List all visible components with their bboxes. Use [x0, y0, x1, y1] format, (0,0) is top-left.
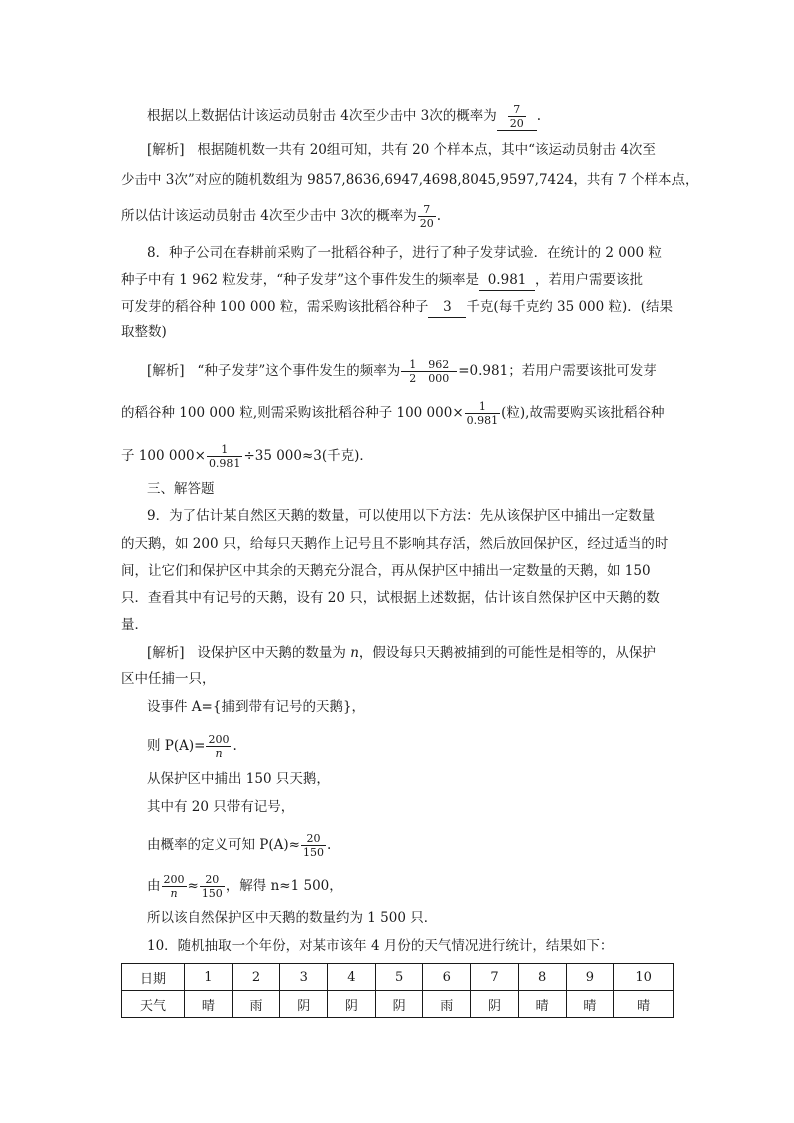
answer-blank-frequency: 0.981: [479, 270, 535, 291]
table-cell: 4: [328, 964, 376, 991]
table-cell: 阴: [328, 991, 376, 1018]
analysis-tag: [解析]: [147, 363, 185, 379]
table-cell: 晴: [185, 991, 233, 1018]
analysis-7-line-2: 少击中 3次”对应的随机数组为 9857,8636,6947,4698,8045,9597,7424，共有 7 个样本点，: [121, 172, 699, 188]
table-cell: 阴: [280, 991, 328, 1018]
analysis-9-line-6: 其中有 20 只带有记号，: [147, 799, 295, 815]
fraction: $\frac{200}{n}$: [163, 873, 185, 900]
table-cell: 6: [423, 964, 471, 991]
fraction: $\frac{7}{20}$: [419, 203, 434, 230]
table-cell: 雨: [423, 991, 471, 1018]
section-heading: 三、解答题: [147, 481, 215, 497]
table-cell: 8: [518, 964, 566, 991]
fraction: $\frac{20}{150}$: [201, 873, 223, 900]
table-cell: 10: [614, 964, 674, 991]
answer-blank-kg: 3: [428, 297, 466, 318]
fraction: $\frac{1}{0.981}$: [466, 400, 499, 427]
table-cell: 雨: [232, 991, 280, 1018]
analysis-7-line-3: 所以估计该运动员射击 4次至少击中 3次的概率为 $\frac{7}{20}$ .: [121, 203, 442, 230]
question-8-line-2: 种子中有 1 962 粒发芽，“种子发芽”这个事件发生的频率是 0.981 ，若用户需要该批: [121, 270, 643, 291]
analysis-9-line-2: 区中任捕一只，: [121, 671, 216, 687]
analysis-9-line-4: 则 P(A)= $\frac{200}{n}$ .: [147, 733, 237, 760]
table-cell: 3: [280, 964, 328, 991]
analysis-9-line-8: 由 $\frac{200}{n}$ ≈ $\frac{20}{150}$ ，解得 n≈1 500，: [147, 873, 343, 900]
question-10-line-1: 10．随机抽取一个年份，对某市该年 4 月份的天气情况进行统计，结果如下：: [147, 938, 614, 954]
table-header-cell: 天气: [122, 991, 185, 1018]
question-9-line-5: 量．: [121, 617, 148, 633]
question-9-line-2: 的天鹅，如 200 只，给每只天鹅作上记号且不影响其存活，然后放回保护区，经过适当的时: [121, 536, 669, 552]
table-cell: 1: [185, 964, 233, 991]
table-cell: 晴: [518, 991, 566, 1018]
q7-text: 根据以上数据估计该运动员射击 4次至少击中 3次的概率为: [147, 108, 497, 124]
analysis-tag: [解析]: [147, 142, 185, 158]
answer-blank: [497, 103, 537, 131]
table-cell: 晴: [614, 991, 674, 1018]
table-cell: 9: [566, 964, 614, 991]
question-9-line-4: 只．查看其中有记号的天鹅，设有 20 只，试根据上述数据，估计该自然保护区中天鹅的数: [121, 590, 660, 606]
question-8-line-1: 8．种子公司在春耕前采购了一批稻谷种子，进行了种子发芽试验．在统计的 2 000 粒: [147, 245, 662, 261]
analysis-8-line-2: 的稻谷种 100 000 粒,则需采购该批稻谷种子 100 000× $\frac{1}{0.981}$ (粒),故需要购买该批稻谷种: [121, 400, 665, 427]
table-row: [122, 991, 674, 1018]
table-cell: 7: [471, 964, 519, 991]
fraction: $\frac{200}{n}$: [208, 733, 230, 760]
analysis-9-line-7: 由概率的定义可知 P(A)≈ $\frac{20}{150}$ .: [147, 832, 332, 859]
question-7-conclusion: 根据以上数据估计该运动员射击 4次至少击中 3次的概率为 $\frac{7}{20}$ .: [147, 103, 542, 130]
table-cell: 晴: [566, 991, 614, 1018]
answer-fraction: $\frac{7}{20}$: [509, 103, 524, 130]
question-9-line-3: 间，让它们和保护区中其余的天鹅充分混合，再从保护区中捕出一定数量的天鹅，如 150: [121, 563, 651, 579]
fraction: $\frac{20}{150}$: [302, 832, 324, 859]
table-header-cell: 日期: [122, 964, 185, 991]
analysis-8-line-3: 子 100 000× $\frac{1}{0.981}$ ÷35 000≈3(千克)．: [121, 443, 373, 470]
table-cell: 5: [375, 964, 423, 991]
question-9-line-1: 9．为了估计某自然区天鹅的数量，可以使用以下方法：先从该保护区中捕出一定数量: [147, 508, 656, 524]
analysis-7-line-1: [解析] 根据随机数一共有 20组可知，共有 20 个样本点，其中“该运动员射击 4次至: [147, 142, 656, 158]
table-cell: 阴: [375, 991, 423, 1018]
analysis-9-line-3: 设事件 A={捕到带有记号的天鹅}，: [147, 699, 366, 715]
table-cell: 阴: [471, 991, 519, 1018]
analysis-9-line-1: [解析] 设保护区中天鹅的数量为 n，假设每只天鹅被捕到的可能性是相等的，从保护: [147, 645, 656, 661]
question-8-line-4: 取整数): [121, 324, 167, 340]
table-cell: 2: [232, 964, 280, 991]
analysis-9-line-5: 从保护区中捕出 150 只天鹅，: [147, 771, 330, 787]
fraction: $\frac{1 962}{2 000}$: [401, 358, 457, 385]
weather-table: [121, 963, 674, 1018]
analysis-8-line-1: [解析] “种子发芽”这个事件发生的频率为 $\frac{1 962}{2 000}$ =0.981；若用户需要该批可发芽: [147, 358, 657, 385]
table-row: [122, 964, 674, 991]
analysis-9-line-9: 所以该自然保护区中天鹅的数量约为 1 500 只．: [147, 910, 438, 926]
fraction: $\frac{1}{0.981}$: [208, 443, 241, 470]
analysis-tag: [解析]: [147, 645, 185, 661]
question-8-line-3: 可发芽的稻谷种 100 000 粒，需采购该批稻谷种子 3 千克(每千克约 35 000 粒)．(结果: [121, 297, 673, 318]
